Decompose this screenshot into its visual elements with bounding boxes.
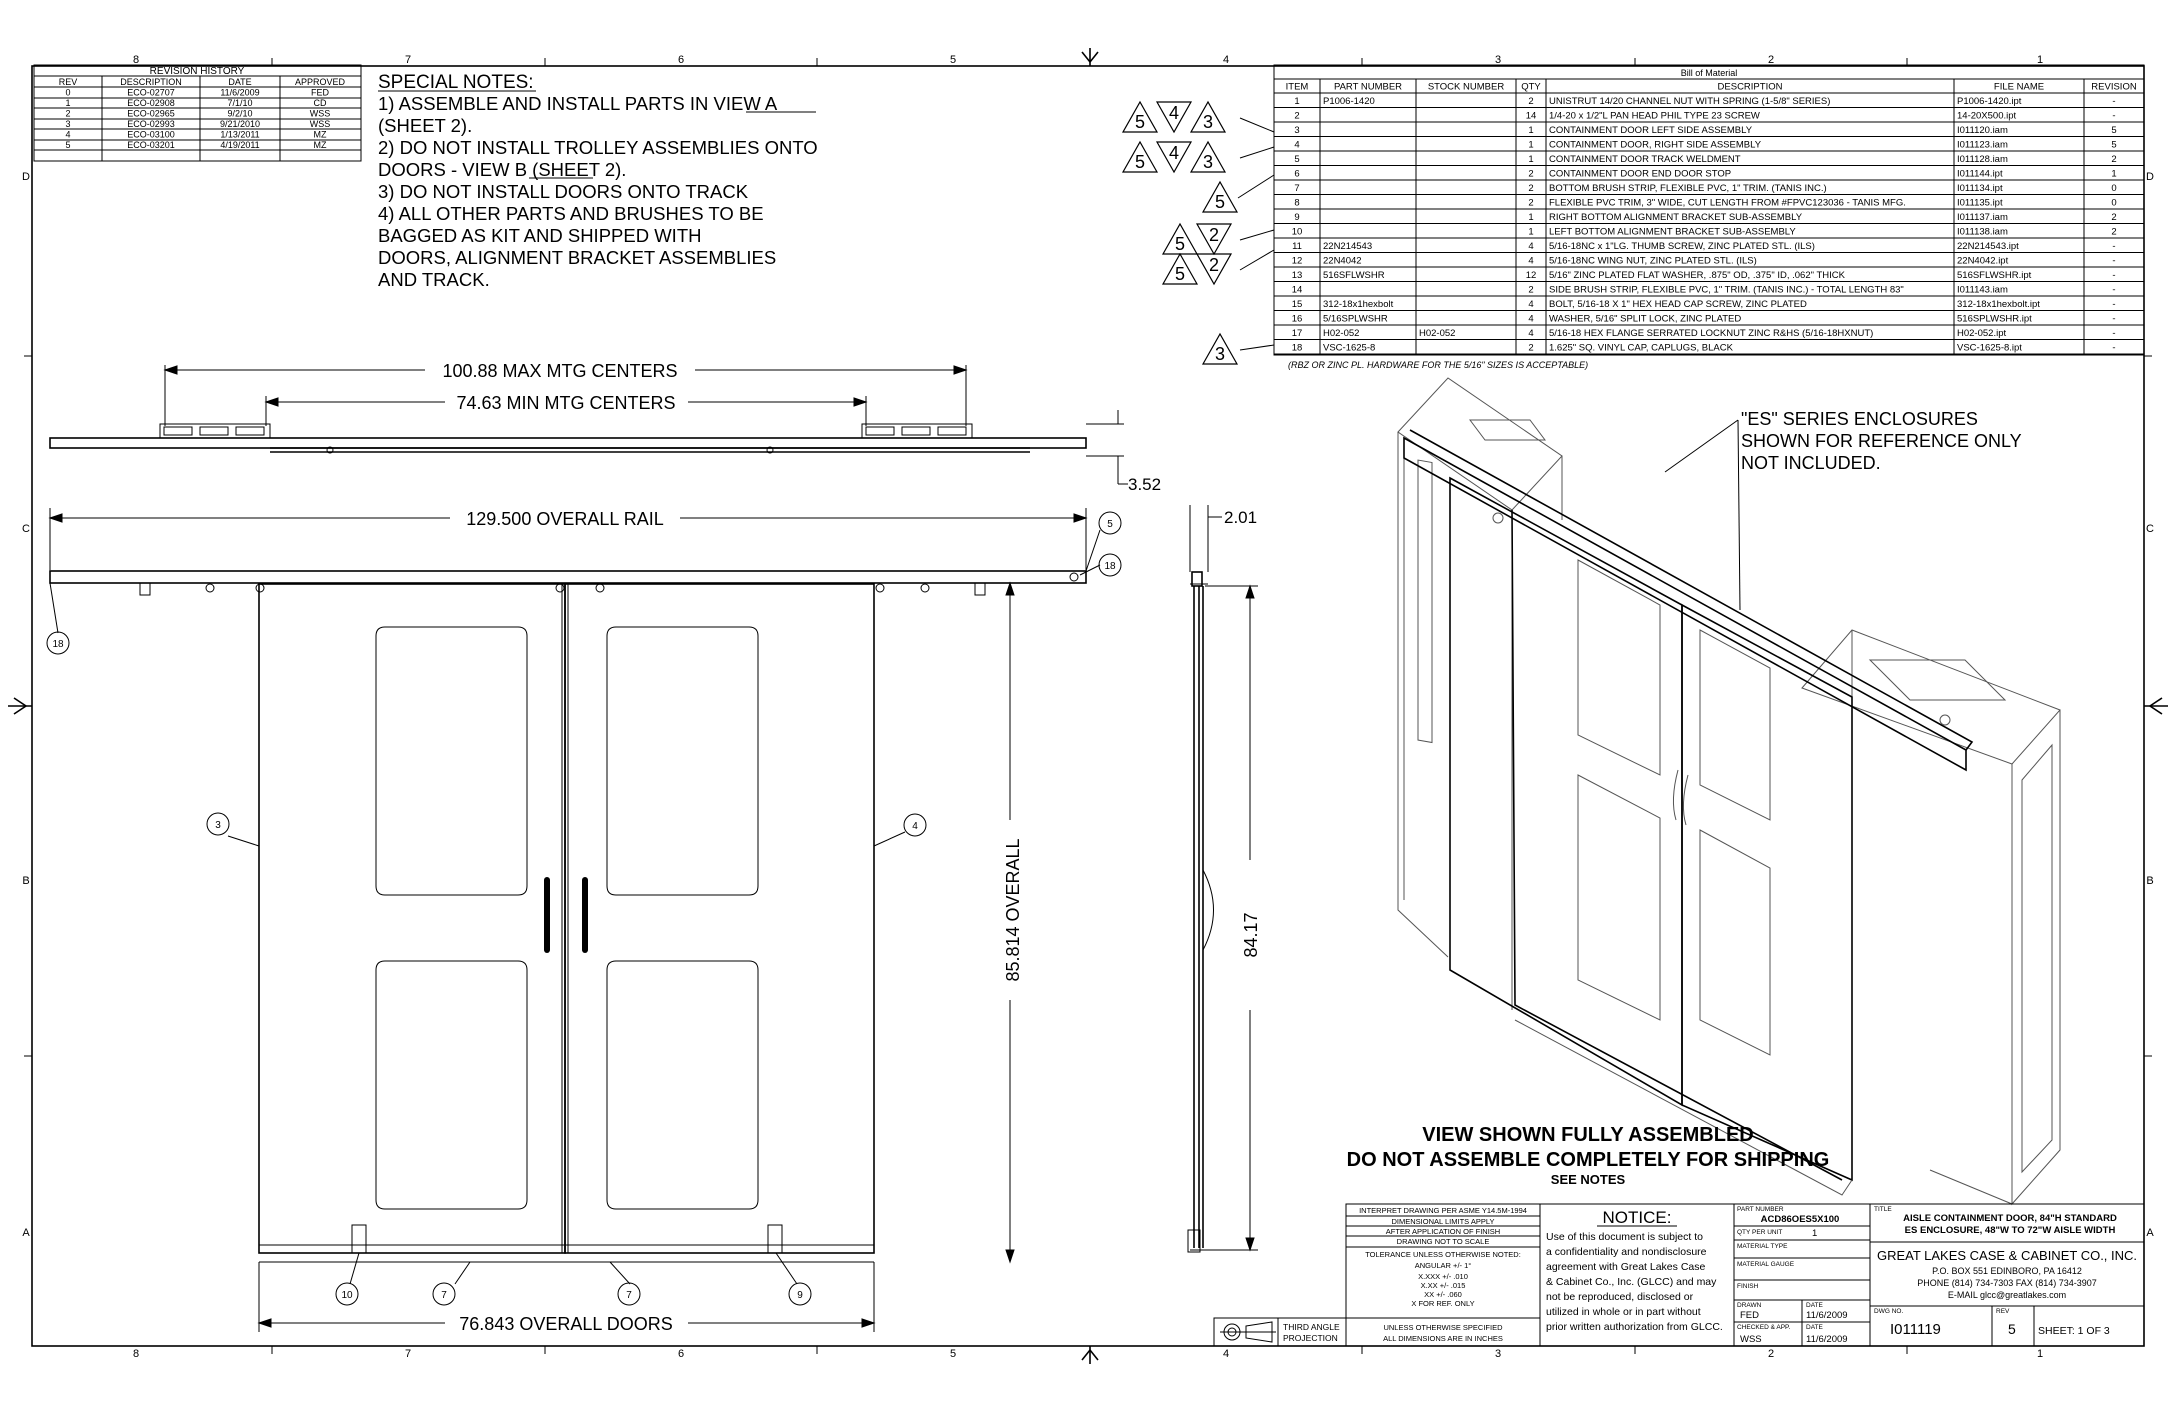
drawn-date: 11/6/2009 <box>1806 1310 1848 1321</box>
bom-cell: 2 <box>2111 226 2117 238</box>
bom-cell: - <box>2112 96 2116 107</box>
bom-cell: 2 <box>2111 154 2117 165</box>
rev-flag-number: 5 <box>1174 264 1186 284</box>
bom-cell: UNISTRUT 14/20 CHANNEL NUT WITH SPRING (1-5/8" SERIES) <box>1549 96 1831 107</box>
tolerance-line: DIMENSIONAL LIMITS APPLY <box>1391 1217 1495 1226</box>
rev-flag-number: 3 <box>1202 112 1214 132</box>
bom-cell: 2 <box>1528 342 1534 354</box>
bom-cell: 5/16-18NC WING NUT, ZINC PLATED STL. (ILS) <box>1549 255 1757 267</box>
bom-cell: 4 <box>1528 299 1534 310</box>
title-label: TITLE <box>1874 1206 1892 1213</box>
rev-flag-number: 4 <box>1168 143 1180 163</box>
bom-cell: 4 <box>1294 139 1300 151</box>
tolerance-line: X FOR REF. ONLY <box>1411 1299 1475 1308</box>
zone-row-d-left: D <box>22 171 30 183</box>
bom-footnote: (RBZ OR ZINC PL. HARDWARE FOR THE 5/16" SIZES IS ACCEPTABLE) <box>1288 360 1589 370</box>
zone-row-b-left: B <box>22 875 30 887</box>
bom-cell: 5 <box>2111 125 2117 136</box>
rev-history-cell: 3 <box>65 119 71 129</box>
bom-cell: 516SFLWSHR.ipt <box>1957 270 2032 281</box>
special-note-line: DOORS, ALIGNMENT BRACKET ASSEMBLIES <box>378 247 777 268</box>
bom-cell: 1 <box>1528 154 1534 165</box>
material-gauge-label: MATERIAL GAUGE <box>1737 1261 1795 1268</box>
bom-cell: 1 <box>1294 96 1300 107</box>
bom-cell: H02-052 <box>1419 328 1456 339</box>
bom-cell: 2 <box>1528 183 1534 194</box>
notice-line: not be reproduced, disclosed or <box>1546 1291 1694 1303</box>
bom-cell: 516SFLWSHR <box>1323 270 1385 281</box>
view-note-line2: DO NOT ASSEMBLE COMPLETELY FOR SHIPPING <box>1346 1149 1830 1171</box>
zone-row-d-right: D <box>2146 171 2154 183</box>
bom-cell: 22N214543 <box>1323 241 1373 252</box>
dim-side-depth: 2.01 <box>1224 508 1258 527</box>
drawn-by: FED <box>1740 1310 1759 1321</box>
bom-cell: - <box>2112 110 2116 122</box>
bom-cell: - <box>2112 299 2116 310</box>
bom-cell: 9 <box>1294 212 1300 223</box>
bom-header: DESCRIPTION <box>1717 81 1783 93</box>
third-angle-projection-icon <box>1220 1322 1276 1342</box>
bom-cell: 4 <box>1528 241 1534 252</box>
rev-history-cell: 4 <box>65 129 71 140</box>
special-note-line: (SHEET 2). <box>378 115 473 136</box>
bom-cell: 7 <box>1294 183 1300 194</box>
zone-col-1-top: 1 <box>2036 54 2044 66</box>
rev-flag-number: 5 <box>1134 152 1146 172</box>
bom-cell: 8 <box>1294 197 1300 209</box>
bom-cell: 4 <box>1528 328 1534 339</box>
rev-history-cell: CD <box>313 98 327 108</box>
drawing-title-line1: AISLE CONTAINMENT DOOR, 84"H STANDARD <box>1903 1213 2117 1224</box>
bom-cell: 3 <box>1294 125 1300 136</box>
bom-cell: 516SPLWSHR.ipt <box>1957 313 2032 325</box>
notice-line: agreement with Great Lakes Case <box>1546 1261 1706 1273</box>
dim-overall-rail: 129.500 OVERALL RAIL <box>466 509 664 529</box>
tolerance-line: TOLERANCE UNLESS OTHERWISE NOTED: <box>1365 1250 1521 1259</box>
tolerance-line: DRAWING NOT TO SCALE <box>1396 1237 1490 1246</box>
rev-flag-number: 5 <box>1134 112 1146 132</box>
drawn-label: DRAWN <box>1737 1302 1762 1309</box>
qty-per-unit: 1 <box>1812 1228 1818 1239</box>
revision-history-table <box>34 65 361 161</box>
rev-flag-number: 2 <box>1208 225 1220 245</box>
bom-cell: 1 <box>1528 212 1534 223</box>
bom-cell: 12 <box>1291 255 1303 267</box>
rev-flag-number: 4 <box>1168 103 1180 123</box>
bom-cell: 12 <box>1525 270 1537 281</box>
rev-history-cell: 9/2/10 <box>227 108 253 119</box>
company-email: E-MAIL glcc@greatlakes.com <box>1947 1290 2067 1300</box>
revision-flags <box>1123 102 1237 364</box>
checked-date: 11/6/2009 <box>1806 1334 1848 1345</box>
zone-col-6-bottom: 6 <box>677 1348 685 1360</box>
bom-cell: - <box>2112 270 2116 281</box>
bom-cell: 2 <box>2111 212 2117 223</box>
special-note-line: AND TRACK. <box>378 269 490 290</box>
dim-rail-height: 3.52 <box>1128 475 1162 494</box>
bom-cell: 2 <box>1294 110 1300 122</box>
balloon-3: 3 <box>215 820 221 831</box>
bom-cell: 5/16-18NC x 1"LG. THUMB SCREW, ZINC PLATED STL. (ILS) <box>1549 241 1815 252</box>
tolerance-line: INTERPRET DRAWING PER ASME Y14.5M-1994 <box>1359 1206 1527 1215</box>
isometric-view <box>1398 378 2060 1204</box>
bom-header: STOCK NUMBER <box>1427 81 1505 93</box>
rev-flag-number: 3 <box>1214 344 1226 364</box>
special-note-line: 3) DO NOT INSTALL DOORS ONTO TRACK <box>378 181 749 202</box>
bom-cell: P1006-1420 <box>1323 96 1375 107</box>
balloon-9: 9 <box>797 1290 803 1301</box>
rev-label: REV <box>1996 1308 2010 1315</box>
bom-cell: 2 <box>1528 168 1534 180</box>
notice-title: NOTICE: <box>1602 1208 1672 1227</box>
iso-note-line: "ES" SERIES ENCLOSURES <box>1741 409 1978 429</box>
bom-cell: WASHER, 5/16" SPLIT LOCK, ZINC PLATED <box>1549 313 1742 325</box>
bom-cell: I011144.ipt <box>1957 168 2003 180</box>
units-line: UNLESS OTHERWISE SPECIFIED <box>1383 1323 1503 1332</box>
special-notes-lines <box>378 93 818 290</box>
bom-cell: 2 <box>1528 96 1534 107</box>
bom-cell: I011137.iam <box>1957 212 2008 223</box>
special-note-line: 1) ASSEMBLE AND INSTALL PARTS IN VIEW A <box>378 93 778 114</box>
bom-cell: 22N4042.ipt <box>1957 255 2009 267</box>
rev-history-header: DESCRIPTION <box>120 77 182 87</box>
zone-col-4-top: 4 <box>1222 54 1230 66</box>
bom-cell: 6 <box>1294 168 1300 180</box>
tolerance-line: AFTER APPLICATION OF FINISH <box>1385 1227 1501 1236</box>
zone-row-a-right: A <box>2146 1227 2154 1239</box>
rev-history-cell: FED <box>311 87 329 98</box>
bom-header: FILE NAME <box>1993 81 2045 93</box>
bom-cell: I011135.ipt <box>1957 197 2003 209</box>
balloon-18: 18 <box>52 639 64 650</box>
notice-line: Use of this document is subject to <box>1546 1231 1703 1243</box>
zone-col-7-top: 7 <box>404 54 412 66</box>
dim-max-mtg-centers: 100.88 MAX MTG CENTERS <box>442 361 678 381</box>
rev-history-cell: 0 <box>65 87 71 98</box>
bom-cell: 1 <box>1528 139 1534 151</box>
bom-cell: CONTAINMENT DOOR LEFT SIDE ASSEMBLY <box>1549 125 1753 136</box>
bom-cell: BOLT, 5/16-18 X 1" HEX HEAD CAP SCREW, ZINC PLATED <box>1549 299 1807 310</box>
material-type-label: MATERIAL TYPE <box>1737 1243 1788 1250</box>
zone-row-a-left: A <box>22 1227 30 1239</box>
balloon-18: 18 <box>1104 561 1116 572</box>
projection-label: PROJECTION <box>1283 1333 1338 1343</box>
bom-cell: 17 <box>1291 328 1303 339</box>
zone-col-4-bottom: 4 <box>1222 1348 1230 1360</box>
rev-history-cell: 4/19/2011 <box>220 140 260 150</box>
bom-cell: 16 <box>1291 313 1303 325</box>
bom-header: ITEM <box>1285 81 1309 93</box>
special-notes <box>378 72 818 290</box>
notice-line: prior written authorization from GLCC. <box>1546 1321 1723 1333</box>
bom-cell: VSC-1625-8.ipt <box>1957 342 2022 354</box>
checked-label: CHECKED & APP. <box>1737 1324 1791 1331</box>
bom-cell: H02-052 <box>1323 328 1360 339</box>
bom-cell: 13 <box>1291 270 1303 281</box>
bom-cell: I011138.iam <box>1957 226 2008 238</box>
bom-cell: 5/16" ZINC PLATED FLAT WASHER, .875" OD, .375" ID, .062" THICK <box>1549 270 1845 281</box>
bom-cell: BOTTOM BRUSH STRIP, FLEXIBLE PVC, 1" TRIM. (TANIS INC.) <box>1549 183 1827 194</box>
bom-cell: 5 <box>1294 154 1300 165</box>
rev-flag-number: 2 <box>1208 255 1220 275</box>
view-note <box>1347 1124 1830 1187</box>
bom-cell: LEFT BOTTOM ALIGNMENT BRACKET SUB-ASSEMBLY <box>1549 226 1796 238</box>
bom-cell: VSC-1625-8 <box>1323 342 1376 354</box>
bom-header: QTY <box>1521 81 1541 93</box>
view-note-line3: SEE NOTES <box>1550 1172 1626 1187</box>
company-phone: PHONE (814) 734-7303 FAX (814) 734-3907 <box>1917 1278 2097 1288</box>
rev-history-cell: MZ <box>313 140 327 150</box>
bom-cell: I011143.iam <box>1957 284 2008 296</box>
rev-flag-number: 5 <box>1174 234 1186 254</box>
iso-note-line: SHOWN FOR REFERENCE ONLY <box>1741 431 2022 451</box>
special-note-line: 2) DO NOT INSTALL TROLLEY ASSEMBLIES ONTO <box>378 137 818 158</box>
tolerance-line: ANGULAR +/- 1° <box>1414 1261 1472 1270</box>
notice-line: a confidentiality and nondisclosure <box>1546 1246 1707 1258</box>
zone-col-5-bottom: 5 <box>949 1348 957 1360</box>
part-number: ACD86OES5X100 <box>1760 1214 1840 1225</box>
bom-cell: 1 <box>1528 125 1534 136</box>
special-note-line: DOORS - VIEW B (SHEET 2). <box>378 159 627 180</box>
bom-cell: 11 <box>1292 241 1302 252</box>
zone-col-7-bottom: 7 <box>404 1348 412 1360</box>
finish-label: FINISH <box>1737 1283 1759 1290</box>
tolerance-line: X.XX +/- .015 <box>1420 1281 1466 1290</box>
special-note-line: BAGGED AS KIT AND SHIPPED WITH <box>378 225 702 246</box>
rev-history-cell: ECO-02965 <box>127 108 175 119</box>
projection-label: THIRD ANGLE <box>1283 1322 1340 1332</box>
rev-history-header: DATE <box>228 77 252 87</box>
date-label: DATE <box>1806 1302 1823 1309</box>
bom-cell: 4 <box>1528 255 1534 267</box>
bom-cell: - <box>2112 241 2116 252</box>
dwg-no-label: DWG NO. <box>1874 1308 1904 1315</box>
bom-cell: 0 <box>2111 197 2117 209</box>
notice-line: utilized in whole or in part without <box>1546 1306 1701 1318</box>
bom-cell: 18 <box>1291 342 1303 354</box>
rev-history-cell: 7/1/10 <box>227 98 253 108</box>
rev-flag-number: 5 <box>1214 192 1226 212</box>
tolerance-line: X.XXX +/- .010 <box>1418 1272 1468 1281</box>
bom-cell: FLEXIBLE PVC TRIM, 3" WIDE, CUT LENGTH FROM #FPVC123036 - TANIS MFG. <box>1549 197 1906 209</box>
title-block <box>1214 1204 2144 1346</box>
rev-history-header: REV <box>58 77 78 87</box>
zone-col-2-top: 2 <box>1767 54 1775 66</box>
rev-history-cell: ECO-02707 <box>127 87 175 98</box>
bom-cell: 14-20X500.ipt <box>1957 110 2017 122</box>
rev-history-cell: MZ <box>313 129 327 140</box>
bom-cell: 0 <box>2111 183 2117 194</box>
rev-history-cell: ECO-03100 <box>127 129 175 140</box>
rev-history-cell: ECO-03201 <box>127 140 175 150</box>
zone-row-c-right: C <box>2146 523 2154 535</box>
rev-history-cell: WSS <box>309 119 331 129</box>
zone-col-8-top: 8 <box>132 54 140 66</box>
bom-cell: - <box>2112 284 2116 296</box>
special-notes-title: SPECIAL NOTES: <box>378 72 534 93</box>
bom-cell: - <box>2112 255 2116 267</box>
part-number-label: PART NUMBER <box>1737 1206 1784 1213</box>
bom-cell: 22N214543.ipt <box>1957 241 2019 252</box>
bom-cell: CONTAINMENT DOOR, RIGHT SIDE ASSEMBLY <box>1549 139 1762 151</box>
rev-history-cell: ECO-02908 <box>127 98 175 108</box>
zone-col-3-bottom: 3 <box>1494 1348 1502 1360</box>
rev-history-cell: WSS <box>309 108 331 119</box>
bom-cell: 312-18x1hexbolt.ipt <box>1957 299 2040 310</box>
bom-cell: 5/16SPLWSHR <box>1323 313 1388 325</box>
revision-history-title: REVISION HISTORY <box>149 66 245 77</box>
rev-history-cell: ECO-02993 <box>127 119 175 129</box>
iso-note-line: NOT INCLUDED. <box>1741 453 1881 473</box>
dim-min-mtg-centers: 74.63 MIN MTG CENTERS <box>456 393 676 413</box>
bom-cell: 5 <box>2111 139 2117 151</box>
balloon-10: 10 <box>341 1290 353 1301</box>
bom-cell: 15 <box>1291 299 1303 310</box>
rev-history-cell: 5 <box>65 140 71 150</box>
bom-cell: I011123.iam <box>1957 139 2008 151</box>
bom-cell: H02-052.ipt <box>1957 328 2007 339</box>
bom-cell: 1/4-20 x 1/2"L PAN HEAD PHIL TYPE 23 SCREW <box>1549 110 1760 122</box>
checked-by: WSS <box>1740 1334 1762 1345</box>
qty-label: QTY PER UNIT <box>1737 1229 1783 1236</box>
rev-history-header: APPROVED <box>294 77 346 87</box>
balloon-7: 7 <box>441 1290 447 1301</box>
drawing-border <box>8 48 2168 1364</box>
side-view <box>1188 505 1261 1252</box>
date-label: DATE <box>1806 1324 1823 1331</box>
bom-title: Bill of Material <box>1680 68 1738 78</box>
zone-col-3-top: 3 <box>1494 54 1502 66</box>
bom-cell: 22N4042 <box>1323 255 1362 267</box>
notice-line: & Cabinet Co., Inc. (GLCC) and may <box>1546 1276 1717 1288</box>
bom-cell: 5/16-18 HEX FLANGE SERRATED LOCKNUT ZINC R&HS (5/16-18HXNUT) <box>1549 328 1874 339</box>
rev-history-cell: 9/21/2010 <box>219 119 261 129</box>
rev-history-cell: 1 <box>65 98 71 108</box>
bom-cell: 2 <box>1528 284 1534 296</box>
dim-overall-height: 85.814 OVERALL <box>1003 838 1023 982</box>
bom-header: PART NUMBER <box>1333 81 1403 93</box>
balloon-5: 5 <box>1107 519 1113 530</box>
dim-side-height: 84.17 <box>1241 912 1261 958</box>
rev-history-cell: 2 <box>65 108 71 119</box>
drawing-title-line2: ES ENCLOSURE, 48"W TO 72"W AISLE WIDTH <box>1904 1225 2116 1236</box>
balloon-7: 7 <box>626 1290 632 1301</box>
bom-cell: 1.625" SQ. VINYL CAP, CAPLUGS, BLACK <box>1549 342 1733 354</box>
drawing-number: I011119 <box>1890 1321 1941 1338</box>
bom-cell: 4 <box>1528 313 1534 325</box>
balloon-4: 4 <box>912 821 918 832</box>
bom-header: REVISION <box>2091 81 2137 93</box>
bom-cell: 14 <box>1291 284 1303 296</box>
zone-col-5-top: 5 <box>949 54 957 66</box>
bom-cell: 1 <box>1528 226 1534 238</box>
zone-col-6-top: 6 <box>677 54 685 66</box>
special-note-line: 4) ALL OTHER PARTS AND BRUSHES TO BE <box>378 203 764 224</box>
bom-cell: - <box>2112 342 2116 354</box>
rev-flag-number: 3 <box>1202 152 1214 172</box>
zone-row-c-left: C <box>22 523 30 535</box>
bom-cell: 2 <box>1528 197 1534 209</box>
bom-cell: I011120.iam <box>1957 125 2008 136</box>
tolerance-line: XX +/- .060 <box>1424 1290 1462 1299</box>
zone-row-b-right: B <box>2146 875 2154 887</box>
bom-cell: CONTAINMENT DOOR END DOOR STOP <box>1549 168 1732 180</box>
rev-history-cell: 11/6/2009 <box>220 87 260 98</box>
bom-cell: 1 <box>2111 168 2117 180</box>
sheet-number: SHEET: 1 OF 3 <box>2038 1325 2110 1337</box>
bom-cell: P1006-1420.ipt <box>1957 96 2022 107</box>
bom-cell: RIGHT BOTTOM ALIGNMENT BRACKET SUB-ASSEMBLY <box>1549 212 1803 223</box>
view-note-line1: VIEW SHOWN FULLY ASSEMBLED <box>1422 1124 1754 1146</box>
bom-cell: 10 <box>1291 226 1303 238</box>
bill-of-material <box>1274 65 2144 370</box>
zone-col-1-bottom: 1 <box>2036 1348 2044 1360</box>
company-address: P.O. BOX 551 EDINBORO, PA 16412 <box>1932 1266 2082 1276</box>
bom-cell: I011134.ipt <box>1957 183 2003 194</box>
units-line: ALL DIMENSIONS ARE IN INCHES <box>1383 1334 1503 1343</box>
bom-cell: - <box>2112 313 2116 325</box>
front-elevation <box>47 508 1121 1334</box>
bom-cell: - <box>2112 328 2116 339</box>
drawing-revision: 5 <box>2008 1321 2016 1337</box>
bom-cell: SIDE BRUSH STRIP, FLEXIBLE PVC, 1" TRIM. (TANIS INC.) - TOTAL LENGTH 83" <box>1549 284 1904 296</box>
bom-cell: 14 <box>1525 110 1537 122</box>
bom-cell: CONTAINMENT DOOR TRACK WELDMENT <box>1549 154 1741 165</box>
bom-cell: 312-18x1hexbolt <box>1323 299 1394 310</box>
rev-history-cell: 1/13/2011 <box>220 129 260 140</box>
company-name: GREAT LAKES CASE & CABINET CO., INC. <box>1876 1248 2138 1263</box>
dim-overall-doors: 76.843 OVERALL DOORS <box>459 1314 673 1334</box>
zone-col-8-bottom: 8 <box>132 1348 140 1360</box>
bom-cell: I011128.iam <box>1957 154 2008 165</box>
zone-col-2-bottom: 2 <box>1767 1348 1775 1360</box>
top-view <box>50 361 1161 494</box>
